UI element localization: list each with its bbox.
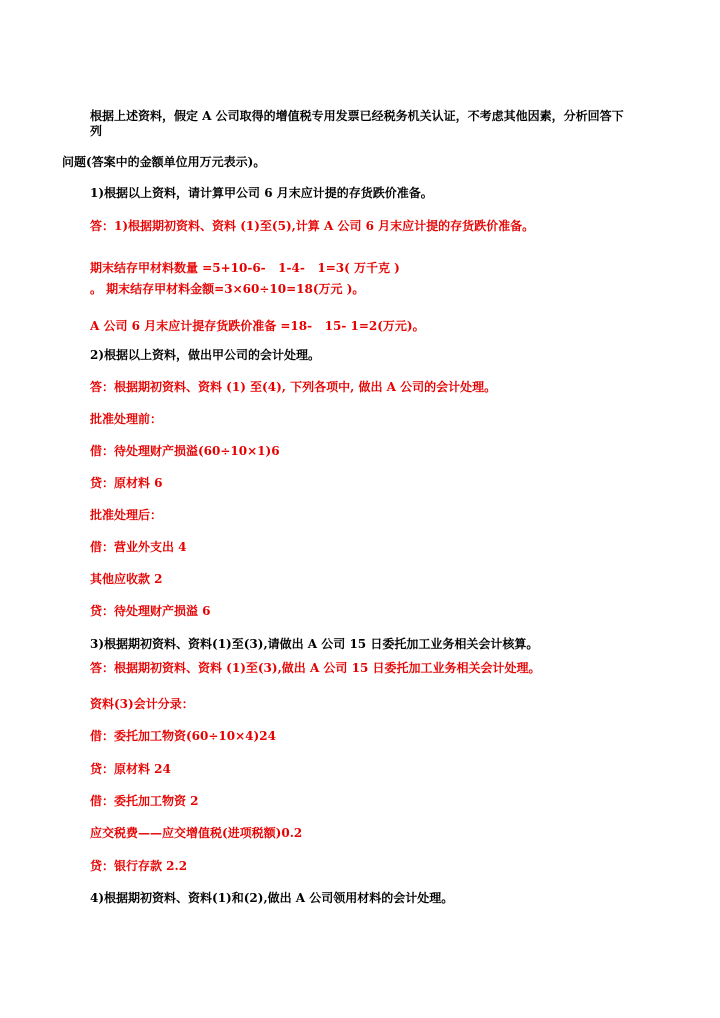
answer-2-after-title: 批准处理后： <box>90 508 163 522</box>
question-3: 3)根据期初资料、资料(1)至(3),请做出 A 公司 15 日委托加工业务相关会计核算。 <box>90 637 539 651</box>
intro-text-line-3: 问题(答案中的金额单位用万元表示)。 <box>62 155 266 169</box>
intro-text-line-1: 根据上述资料，假定 A 公司取得的增值税专用发票已经税务机关认证，不考虑其他因素，分析回答下 <box>90 109 624 123</box>
answer-2-after-credit: 贷：待处理财产损溢 6 <box>90 604 211 618</box>
answer-2-after-debit-2: 其他应收款 2 <box>90 572 163 586</box>
answer-3-tax: 应交税费——应交增值税(进项税额)0.2 <box>90 826 303 840</box>
answer-3-credit-1: 贷：原材料 24 <box>90 762 171 776</box>
question-2: 2)根据以上资料，做出甲公司的会计处理。 <box>90 348 321 362</box>
answer-1-quantity: 期末结存甲材料数量 =5+10-6- 1-4- 1=3( 万千克 ) <box>90 261 400 275</box>
answer-1-amount: 。 期末结存甲材料金额=3×60÷10=18(万元 )。 <box>90 282 365 296</box>
question-1: 1)根据以上资料，请计算甲公司 6 月末应计提的存货跌价准备。 <box>90 186 433 200</box>
answer-2-before-debit: 借：待处理财产损溢(60÷10×1)6 <box>90 444 280 458</box>
answer-3-debit-2: 借：委托加工物资 2 <box>90 794 199 808</box>
answer-1-provision: A 公司 6 月末应计提存货跌价准备 =18- 15- 1=2(万元)。 <box>90 319 425 333</box>
answer-3-entries-title: 资料(3)会计分录： <box>90 697 194 711</box>
answer-2-before-credit: 贷：原材料 6 <box>90 476 163 490</box>
answer-2-intro: 答：根据期初资料、资料 (1) 至(4), 下列各项中, 做出 A 公司的会计处理。 <box>90 380 497 394</box>
answer-3-debit-1: 借：委托加工物资(60÷10×4)24 <box>90 729 276 743</box>
answer-3-credit-2: 贷：银行存款 2.2 <box>90 859 188 873</box>
intro-text-line-2: 列 <box>90 124 103 138</box>
question-4: 4)根据期初资料、资料(1)和(2),做出 A 公司领用材料的会计处理。 <box>90 891 454 905</box>
answer-1-intro: 答：1)根据期初资料、资料 (1)至(5),计算 A 公司 6 月末应计提的存货跌价准备。 <box>90 219 535 233</box>
answer-2-before-title: 批准处理前： <box>90 412 163 426</box>
answer-2-after-debit-1: 借：营业外支出 4 <box>90 540 187 554</box>
answer-3-intro: 答：根据期初资料、资料 (1)至(3),做出 A 公司 15 日委托加工业务相关会计处理。 <box>90 661 541 675</box>
